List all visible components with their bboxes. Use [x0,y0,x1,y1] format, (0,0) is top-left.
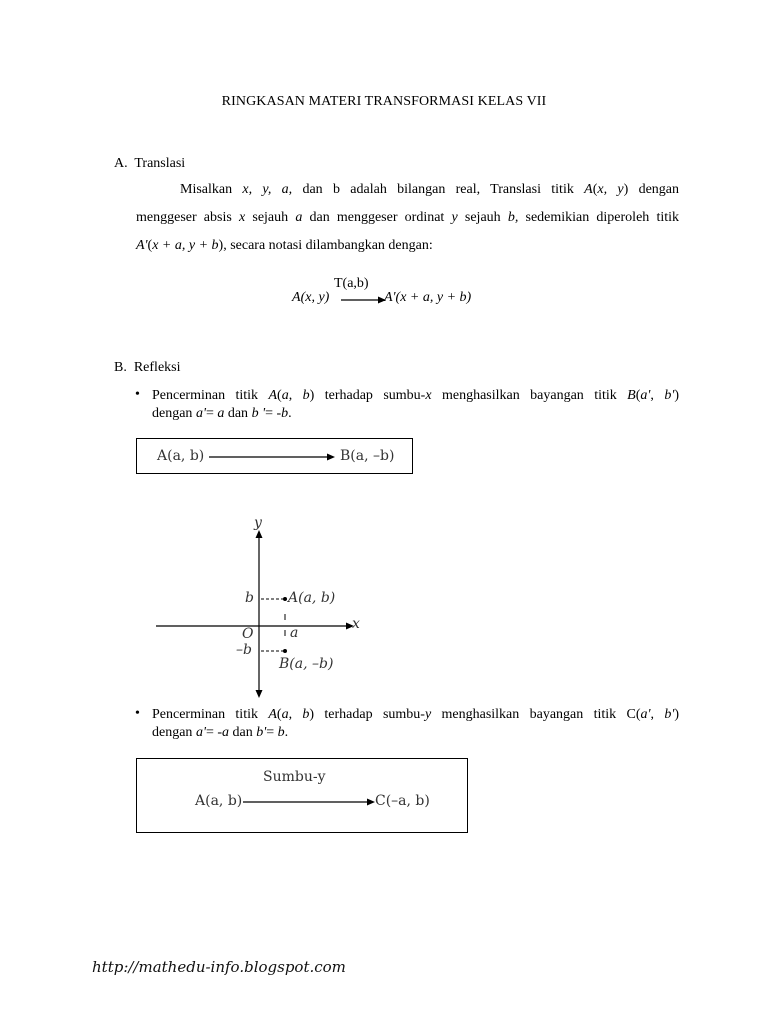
translation-arrow-icon [340,294,388,306]
section-a-heading: A. Translasi [114,156,186,171]
reflection-x-box-to: B(a, –b) [340,448,395,464]
footer-url: http://mathedu-info.blogspot.com [92,958,346,976]
translation-paragraph-line2: menggeser absis x sejauh a dan menggeser ordinat y sejauh b, sedemikian diperoleh titik [136,210,680,225]
reflection-y-box [136,758,468,833]
y-axis-down-arrow-icon [256,690,263,698]
reflection-x-arrow-icon [209,451,337,463]
reflection-y-box-to: C(–a, b) [375,793,430,809]
reflection-x-line1: Pencerminan titik A(a, b) terhadap sumbu-x menghasilkan bayangan titik B(a', b') [152,388,679,403]
translation-paragraph-line3: A'(x + a, y + b), secara notasi dilambangkan dengan: [136,238,433,253]
b-tick-label: b [245,590,254,606]
y-axis-arrow-icon [256,530,263,538]
reflection-y-line2: dengan a'= -a dan b'= b. [152,725,289,740]
reflection-y-box-from: A(a, b) [195,793,243,809]
translation-notation-label: T(a,b) [334,276,369,291]
a-tick-label: a [290,625,299,641]
point-b-dot [283,649,287,653]
translation-paragraph-line1: Misalkan x, y, a, dan b adalah bilangan real, Translasi titik A(x, y) dengan [180,182,679,197]
bullet-2-dot: • [135,706,140,721]
translation-notation-to: A'(x + a, y + b) [384,290,472,305]
bullet-1-dot: • [135,387,140,402]
reflection-y-box-label: Sumbu-y [263,769,326,785]
point-a-label: A(a, b) [288,590,336,606]
point-a-dot [283,597,287,601]
section-b-heading: B. Refleksi [114,360,181,375]
point-b-label: B(a, –b) [279,656,334,672]
x-axis-label: x [352,616,360,632]
reflection-x-box-from: A(a, b) [157,448,205,464]
y-axis-label: y [254,515,262,531]
reflection-graph [150,512,370,702]
reflection-y-arrow-icon [243,796,377,808]
reflection-x-line2: dengan a'= a dan b '= -b. [152,406,292,421]
origin-label: O [242,626,254,642]
reflection-x-box [136,438,413,474]
reflection-y-line1: Pencerminan titik A(a, b) terhadap sumbu-y menghasilkan bayangan titik C(a', b') [152,707,680,722]
document-title: RINGKASAN MATERI TRANSFORMASI KELAS VII [221,94,547,109]
translation-notation-from: A(x, y) [292,290,330,305]
neg-b-tick-label: –b [236,642,252,658]
